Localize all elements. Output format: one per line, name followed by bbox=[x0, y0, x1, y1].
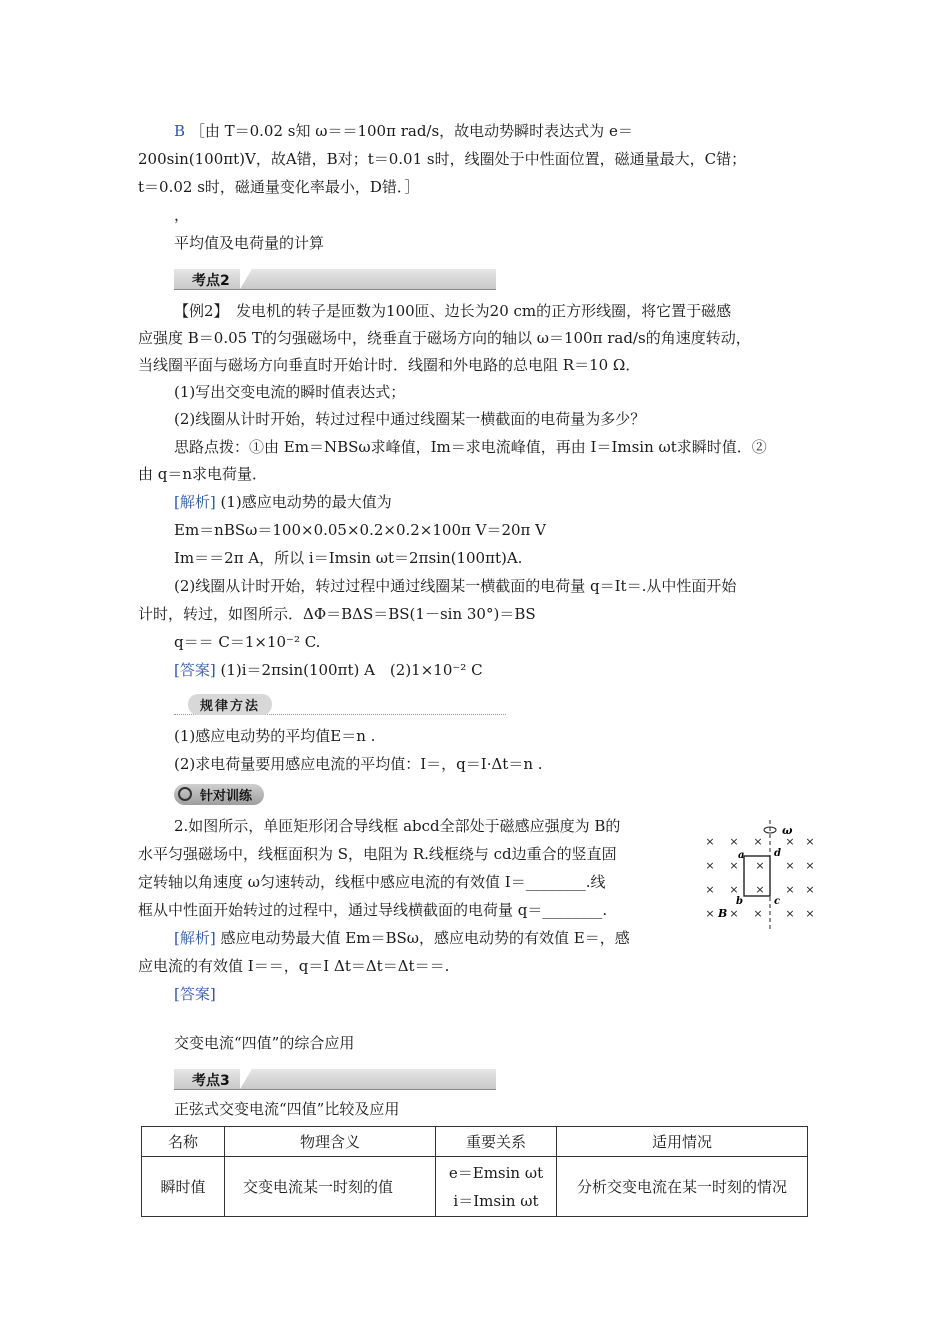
target-icon bbox=[178, 787, 192, 801]
example2-analysis-line5: 计时，转过，如图所示．ΔΦ＝BΔS＝BS(1－sin 30°)＝BS bbox=[138, 605, 536, 623]
training-analysis-line2: 应电流的有效值 I＝＝，q＝I Δt＝Δt＝Δt＝＝. bbox=[138, 957, 450, 975]
training-line4: 框从中性面开始转过的过程中，通过导线横截面的电荷量 q＝________. bbox=[138, 901, 608, 919]
example2-q1: (1)写出交变电流的瞬时值表达式； bbox=[174, 383, 406, 401]
training-answer-label: [答案] bbox=[174, 985, 216, 1003]
cross-mark: × bbox=[729, 835, 739, 848]
cross-mark: × bbox=[753, 907, 763, 920]
cross-mark: × bbox=[729, 907, 739, 920]
cell-relation bbox=[436, 1157, 557, 1217]
example2-analysis-line3: Im＝＝2π A，所以 i＝Imsin ωt＝2πsin(100πt)A. bbox=[174, 549, 523, 567]
section2-tag: 考点2 bbox=[192, 273, 230, 289]
example2-analysis-line2: Em＝nBSω＝100×0.05×0.2×0.2×100π V＝20π V bbox=[174, 521, 547, 539]
loop-figure bbox=[700, 818, 822, 930]
cross-mark: × bbox=[755, 883, 765, 896]
example2-hint2: 由 q＝n求电荷量． bbox=[138, 465, 268, 483]
cross-mark: × bbox=[755, 859, 765, 872]
cross-mark: × bbox=[753, 835, 763, 848]
cross-mark: × bbox=[729, 859, 739, 872]
example2-q2: (2)线圈从计时开始，转过过程中通过线圈某一横截面的电荷量为多少？ bbox=[174, 410, 646, 428]
section2-tag-bar bbox=[174, 269, 496, 290]
cell-name: 瞬时值 bbox=[142, 1157, 225, 1217]
cross-mark: × bbox=[785, 907, 795, 920]
table-title: 正弦式交变电流“四值”比较及应用 bbox=[174, 1100, 400, 1118]
vertex-a-label: a bbox=[738, 850, 745, 861]
header-relation: 重要关系 bbox=[436, 1127, 557, 1157]
cross-mark: × bbox=[705, 835, 715, 848]
example2-analysis-line1 bbox=[174, 491, 392, 513]
example2-answer-line bbox=[174, 659, 483, 681]
rule-tag: 规律方法 bbox=[188, 694, 272, 715]
answer-label: [答案] bbox=[174, 661, 216, 679]
cross-mark: × bbox=[785, 859, 795, 872]
vertex-b-label: b bbox=[736, 896, 743, 907]
vertex-d-label: d bbox=[774, 848, 781, 859]
cell-meaning: 交变电流某一时刻的值 bbox=[225, 1157, 436, 1217]
table-row bbox=[142, 1157, 808, 1217]
cell-usage: 分析交变电流在某一时刻的情况 bbox=[557, 1157, 808, 1217]
relation-i: i＝Imsin ωt bbox=[453, 1191, 539, 1210]
rule-tag-bar bbox=[174, 694, 506, 715]
training-line3: 定转轴以角速度 ω匀速转动，线框中感应电流的有效值 I＝________.线 bbox=[138, 873, 606, 891]
training-line2: 水平匀强磁场中，线框面积为 S，电阻为 R.线框绕与 cd边重合的竖直固 bbox=[138, 845, 617, 863]
header-meaning: 物理含义 bbox=[225, 1127, 436, 1157]
omega-label: ω bbox=[782, 824, 793, 837]
header-name: 名称 bbox=[142, 1127, 225, 1157]
stray-comma: ， bbox=[174, 206, 190, 224]
section2-heading: 平均值及电荷量的计算 bbox=[174, 234, 325, 252]
cross-mark: × bbox=[805, 859, 815, 872]
vertex-c-label: c bbox=[774, 896, 781, 907]
answer-text: (1)i＝2πsin(100πt) A (2)1×10⁻² C bbox=[220, 661, 483, 679]
field-B-label: B bbox=[718, 907, 728, 920]
four-values-table bbox=[141, 1126, 808, 1217]
example2-analysis-line6: q＝＝ C＝1×10⁻² C. bbox=[174, 633, 321, 651]
rule-line1: (1)感应电动势的平均值E＝n . bbox=[174, 727, 376, 745]
training-analysis-text: 感应电动势最大值 Em＝BSω，感应电动势的有效值 E＝，感 bbox=[220, 929, 630, 947]
cross-mark: × bbox=[705, 883, 715, 896]
tag-bar-notch bbox=[240, 269, 252, 289]
cross-mark: × bbox=[705, 859, 715, 872]
training-tag: 针对训练 bbox=[174, 784, 264, 805]
header-usage: 适用情况 bbox=[557, 1127, 808, 1157]
analysis-text: (1)感应电动势的最大值为 bbox=[220, 493, 392, 511]
analysis-label: [解析] bbox=[174, 493, 216, 511]
section3-heading: 交变电流“四值”的综合应用 bbox=[174, 1034, 355, 1052]
table-header-row bbox=[142, 1127, 808, 1157]
example2-line3: 当线圈平面与磁场方向垂直时开始计时．线圈和外电路的总电阻 R＝10 Ω． bbox=[138, 356, 641, 374]
section3-tag: 考点3 bbox=[192, 1073, 230, 1089]
example2-hint1: 思路点拨：①由 Em＝NBSω求峰值，Im＝求电流峰值，再由 I＝Imsin ωt求瞬时值．② bbox=[174, 438, 767, 456]
section3-tag-bar bbox=[174, 1069, 496, 1090]
training-line1: 2.如图所示，单匝矩形闭合导线框 abcd全部处于磁感应强度为 B的 bbox=[174, 817, 621, 835]
cross-mark: × bbox=[805, 835, 815, 848]
example2-line1: 【例2】 发电机的转子是匝数为100匝、边长为20 cm的正方形线圈，将它置于磁感 bbox=[174, 302, 732, 320]
cross-mark: × bbox=[805, 907, 815, 920]
cross-mark: × bbox=[805, 883, 815, 896]
answer1-text1: ［由 T＝0.02 s知 ω＝＝100π rad/s，故电动势瞬时表达式为 e＝ bbox=[189, 122, 633, 140]
answer1-line1 bbox=[174, 120, 633, 142]
answer1-label: B bbox=[174, 122, 186, 140]
answer1-line3: t＝0.02 s时，磁通量变化率最小，D错．］ bbox=[138, 178, 420, 196]
answer1-line2: 200sin(100πt)V，故A错，B对；t＝0.01 s时，线圈处于中性面位置，磁通量最大，C错； bbox=[138, 150, 747, 168]
cross-mark: × bbox=[729, 883, 739, 896]
relation-e: e＝Emsin ωt bbox=[448, 1163, 544, 1182]
rule-line2: (2)求电荷量要用感应电流的平均值：I＝，q＝I·Δt＝n . bbox=[174, 755, 543, 773]
training-analysis-label: [解析] bbox=[174, 929, 216, 947]
tag-bar-notch bbox=[240, 1069, 252, 1089]
cross-mark: × bbox=[785, 835, 795, 848]
training-analysis-line1 bbox=[174, 927, 630, 949]
training-tag-bar bbox=[174, 784, 284, 806]
cross-mark: × bbox=[705, 907, 715, 920]
cross-mark: × bbox=[785, 883, 795, 896]
example2-line2: 应强度 B＝0.05 T的匀强磁场中，绕垂直于磁场方向的轴以 ω＝100π rad/s的角速度转动， bbox=[138, 329, 751, 347]
example2-analysis-line4: (2)线圈从计时开始，转过过程中通过线圈某一横截面的电荷量 q＝It＝.从中性面开始 bbox=[174, 577, 737, 595]
